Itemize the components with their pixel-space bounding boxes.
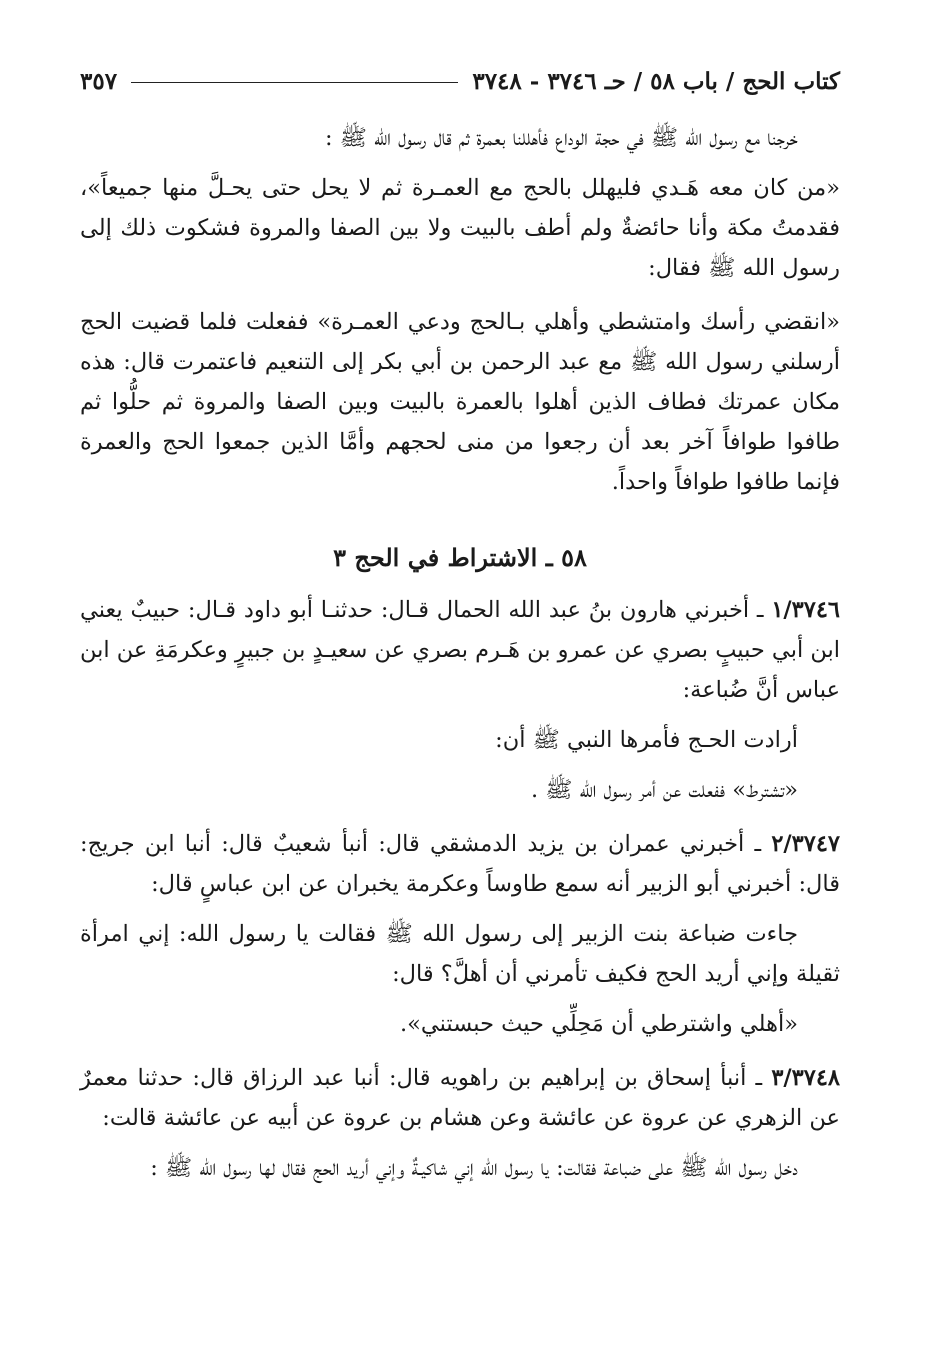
hadith-isnad-text: ـ أنبأ إسحاق بن إبراهيم بن راهويه قال: أنبا عبد الرزاق قال: حدثنا معمرٌ عن الزهري عن عروة عن عائشة وعن هشام بن عروة عن أبيه عن عائشة قالت: [80, 1065, 840, 1131]
hadith-3748-matn: دخل رسول الله ﷺ على ضباعة فقالت: يا رسول الله إني شاكيـةٌ وإني أريد الحج فقال لها رسول الله ﷺ : [150, 1155, 798, 1181]
hadith-3747-matn: جاءت ضباعة بنت الزبير إلى رسول الله ﷺ فقالت يا رسول الله: إني امرأة ثقيلة وإني أريد الحج فكيف تأمرني أن أهلَّ؟ قال: [80, 921, 840, 987]
running-head [80, 68, 840, 108]
hadith-isnad-text: ـ أخبرني عمران بن يزيد الدمشقي قال: أنبأ شعيبٌ قال: أنبا ابن جريج: قال: أخبرني أبو الزبير أنه سمع طاوساً وعكرمة يخبران عن ابن عباسٍ قال: [80, 831, 840, 897]
hadith-isnad-text: ـ أخبرني هارون بنُ عبد الله الحمال قـال: حدثنـا أبو داود قـال: حبيبٌ يعني ابن أبي حبيبٍ بصري عن عمرو بن هَـرم بصري عن سعيـدٍ بن جبيرٍ وعكرمَةِ عن ابن عباس أنَّ ضُباعة: [79, 597, 840, 703]
header-rule [131, 82, 458, 83]
hadith-3746-line-1: أرادت الحـج فأمرها النبي ﷺ أن: [495, 727, 798, 753]
running-title: كتاب الحج / باب ٥٨ / حـ ٣٧٤٦ - ٣٧٤٨ [472, 68, 840, 95]
paragraph-3: «انقضي رأسك وامتشطي وأهلي بـالحج ودعي العمـرة» ففعلت فلما قضيت الحج أرسلني رسول الله ﷺ مع عبد الرحمن بن أبي بكر إلى التنعيم فاعتمرت قال: هذه مكان عمرتك فطاف الذين أهلوا بالعمرة بالبيت وبين الصفا والمروة ثم حلُّوا ثم طافوا طوافاً آخر بعد أن رجعوا من منى لحجهم وأمَّا الذين جمعوا الحج والعمرة فإنما طافوا طوافاً واحداً. [80, 309, 840, 495]
hadith-3746-line-2: «تشترط» ففعلت عن أمر رسول الله ﷺ . [530, 777, 798, 803]
hadith-number: ٣/٣٧٤٨ [771, 1065, 840, 1091]
paragraph-2: «من كان معه هَـدي فليهلل بالحج مع العمـرة ثم لا يحل حتى يحـلَّ منها جميعاً»، فقدمتُ مكة وأنا حائضةٌ ولم أطف بالبيت ولا بين الصفا والمروة فشكوت ذلك إلى رسول الله ﷺ فقال: [80, 175, 840, 281]
section-heading: ٥٨ ـ الاشتراط في الحج ٣ [333, 543, 587, 572]
hadith-3748-isnad [80, 1058, 840, 1138]
hadith-number: ١/٣٧٤٦ [771, 597, 840, 623]
paragraph-1: خرجنا مع رسول الله ﷺ في حجة الوداع فأهللنا بعمرة ثم قال رسول الله ﷺ : [325, 125, 798, 151]
book-page [80, 68, 840, 1188]
hadith-3747-quote: «أهلي واشترطي أن مَحِلِّي حيث حبستني». [399, 1011, 798, 1037]
page-number: ٣٥٧ [80, 68, 118, 95]
hadith-number: ٢/٣٧٤٧ [771, 831, 840, 857]
hadith-3747-isnad [80, 824, 840, 904]
hadith-3746-isnad [80, 590, 840, 710]
